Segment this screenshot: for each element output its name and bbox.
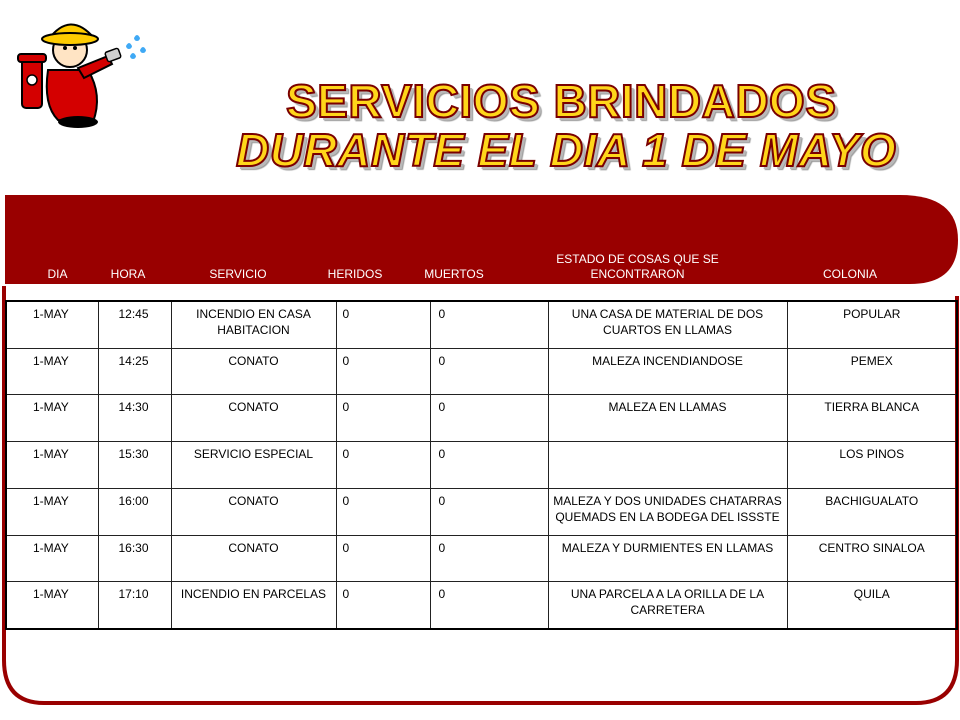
cell-heridos: 0 bbox=[336, 488, 430, 535]
cell-muertos: 0 bbox=[430, 442, 548, 489]
cell-hora: 16:30 bbox=[98, 535, 171, 582]
cell-colonia: QUILA bbox=[787, 582, 957, 629]
cell-dia: 1-MAY bbox=[6, 535, 98, 582]
services-table bbox=[5, 300, 958, 630]
cell-estado: MALEZA EN LLAMAS bbox=[548, 395, 787, 442]
cell-estado bbox=[548, 442, 787, 489]
cell-hora: 15:30 bbox=[98, 442, 171, 489]
cell-heridos: 0 bbox=[336, 535, 430, 582]
header-muertos: MUERTOS bbox=[424, 267, 484, 281]
cell-heridos: 0 bbox=[336, 582, 430, 629]
table-row bbox=[6, 535, 957, 582]
cell-muertos: 0 bbox=[430, 535, 548, 582]
cell-heridos: 0 bbox=[336, 348, 430, 395]
header-colonia: COLONIA bbox=[822, 267, 877, 281]
cell-hora: 12:45 bbox=[98, 301, 171, 348]
table-row bbox=[6, 488, 957, 535]
cell-muertos: 0 bbox=[430, 582, 548, 629]
cell-dia: 1-MAY bbox=[6, 348, 98, 395]
cell-dia: 1-MAY bbox=[6, 488, 98, 535]
cell-dia: 1-MAY bbox=[6, 395, 98, 442]
cell-heridos: 0 bbox=[336, 442, 430, 489]
cell-servicio: INCENDIO EN CASA HABITACION bbox=[171, 301, 336, 348]
cell-estado: MALEZA INCENDIANDOSE bbox=[548, 348, 787, 395]
cell-servicio: SERVICIO ESPECIAL bbox=[171, 442, 336, 489]
table-row bbox=[6, 442, 957, 489]
cell-servicio: CONATO bbox=[171, 395, 336, 442]
table-row bbox=[6, 582, 957, 629]
cell-colonia: POPULAR bbox=[787, 301, 957, 348]
cell-heridos: 0 bbox=[336, 395, 430, 442]
cell-hora: 17:10 bbox=[98, 582, 171, 629]
page-title-line-2: DURANTE EL DIA 1 DE MAYO bbox=[236, 124, 897, 176]
page-title-line-1: SERVICIOS BRINDADOS bbox=[286, 75, 837, 127]
header-heridos: HERIDOS bbox=[327, 267, 383, 281]
cell-colonia: LOS PINOS bbox=[787, 442, 957, 489]
cell-dia: 1-MAY bbox=[6, 582, 98, 629]
cell-dia: 1-MAY bbox=[6, 442, 98, 489]
cell-muertos: 0 bbox=[430, 395, 548, 442]
cell-estado: UNA CASA DE MATERIAL DE DOS CUARTOS EN LLAMAS bbox=[548, 301, 787, 348]
cell-colonia: CENTRO SINALOA bbox=[787, 535, 957, 582]
cell-hora: 14:30 bbox=[98, 395, 171, 442]
cell-muertos: 0 bbox=[430, 301, 548, 348]
cell-hora: 16:00 bbox=[98, 488, 171, 535]
cell-heridos: 0 bbox=[336, 301, 430, 348]
cell-colonia: TIERRA BLANCA bbox=[787, 395, 957, 442]
cell-muertos: 0 bbox=[430, 488, 548, 535]
table-row bbox=[6, 348, 957, 395]
cell-colonia: PEMEX bbox=[787, 348, 957, 395]
cell-servicio: CONATO bbox=[171, 348, 336, 395]
cell-estado: UNA PARCELA A LA ORILLA DE LA CARRETERA bbox=[548, 582, 787, 629]
cell-colonia: BACHIGUALATO bbox=[787, 488, 957, 535]
header-hora: HORA bbox=[110, 267, 146, 281]
cell-estado: MALEZA Y DURMIENTES EN LLAMAS bbox=[548, 535, 787, 582]
cell-muertos: 0 bbox=[430, 348, 548, 395]
cell-dia: 1-MAY bbox=[6, 301, 98, 348]
cell-hora: 14:25 bbox=[98, 348, 171, 395]
table-row bbox=[6, 395, 957, 442]
header-dia: DIA bbox=[47, 267, 68, 281]
cell-estado: MALEZA Y DOS UNIDADES CHATARRAS QUEMADS EN LA BODEGA DEL ISSSTE bbox=[548, 488, 787, 535]
header-servicio: SERVICIO bbox=[209, 267, 267, 281]
table-header bbox=[5, 244, 940, 284]
cell-servicio: CONATO bbox=[171, 535, 336, 582]
cell-servicio: CONATO bbox=[171, 488, 336, 535]
header-estado: ESTADO DE COSAS QUE SE ENCONTRARON bbox=[556, 252, 719, 281]
table-row bbox=[6, 301, 957, 348]
cell-servicio: INCENDIO EN PARCELAS bbox=[171, 582, 336, 629]
